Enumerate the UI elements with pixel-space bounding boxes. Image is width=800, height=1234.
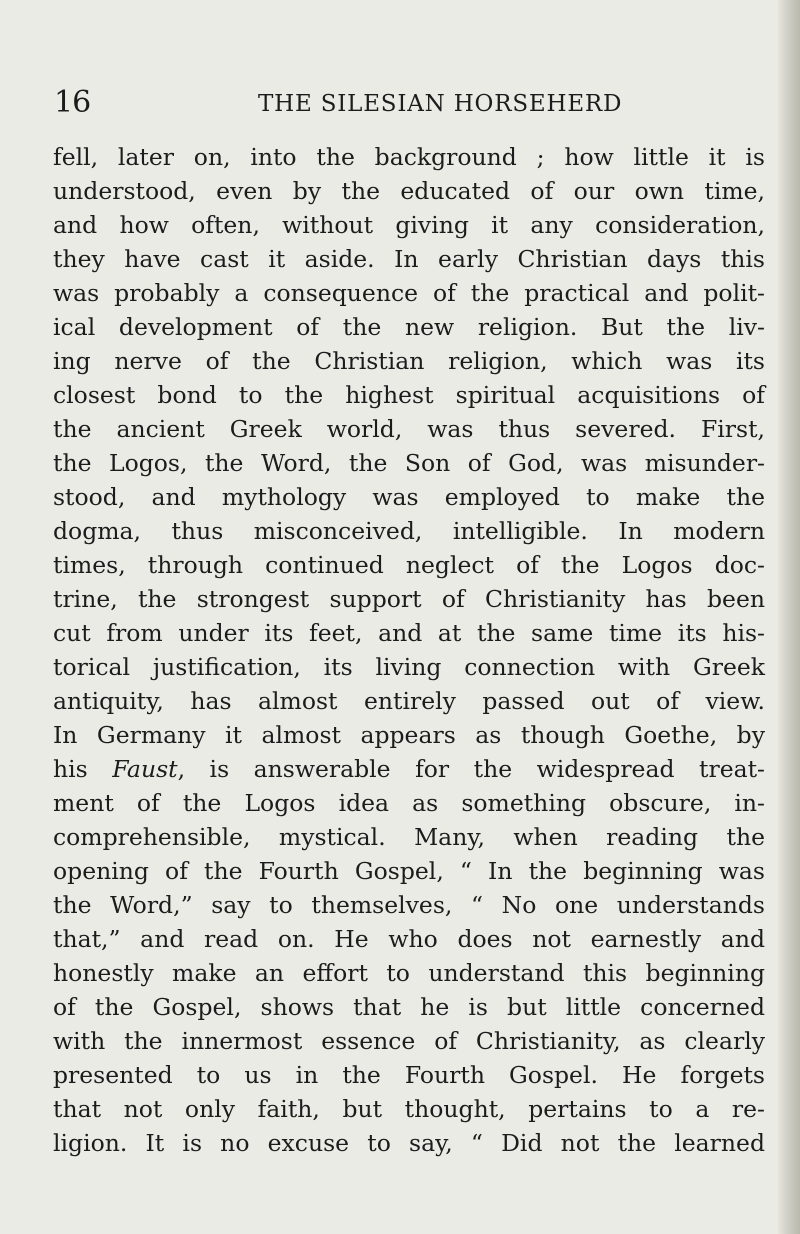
text-line: the Word,” say to themselves, “ No one understands (53, 891, 765, 919)
text-line: trine, the strongest support of Christianity has been (53, 585, 765, 613)
page-edge-shadow (778, 0, 800, 1234)
text-line: with the innermost essence of Christianity, as clearly (53, 1027, 765, 1055)
text-line: In Germany it almost appears as though Goethe, by (53, 721, 765, 749)
text-line: cut from under its feet, and at the same time its his- (53, 619, 765, 647)
text-line: ment of the Logos idea as something obscure, in- (53, 789, 765, 817)
text-line: opening of the Fourth Gospel, “ In the beginning was (53, 857, 765, 885)
text-line: the ancient Greek world, was thus severed. First, (53, 415, 765, 443)
running-title: THE SILESIAN HORSEHERD (258, 91, 623, 117)
text-line: the Logos, the Word, the Son of God, was misunder- (53, 449, 765, 477)
text-line: comprehensible, mystical. Many, when reading the (53, 823, 765, 851)
text-line: ing nerve of the Christian religion, which was its (53, 347, 765, 375)
text-line: torical justification, its living connection with Greek (53, 653, 765, 681)
text-line: that,” and read on. He who does not earnestly and (53, 925, 765, 953)
text-line: honestly make an effort to understand this beginning (53, 959, 765, 987)
text-line: was probably a consequence of the practical and polit- (53, 279, 765, 307)
text-line: they have cast it aside. In early Christian days this (53, 245, 765, 273)
text-line: and how often, without giving it any consideration, (53, 211, 765, 239)
text-line: closest bond to the highest spiritual acquisitions of (53, 381, 765, 409)
text-line: fell, later on, into the background ; how little it is (53, 143, 765, 171)
text-line: that not only faith, but thought, pertains to a re- (53, 1095, 765, 1123)
italic-title: Faust (112, 755, 178, 783)
text-line: stood, and mythology was employed to make the (53, 483, 765, 511)
text-line: presented to us in the Fourth Gospel. He forgets (53, 1061, 765, 1089)
text-line: dogma, thus misconceived, intelligible. In modern (53, 517, 765, 545)
text-line: ical development of the new religion. But the liv- (53, 313, 765, 341)
text-line: antiquity, has almost entirely passed out of view. (53, 687, 765, 715)
text-line: his Faust, is answerable for the widespread treat- (53, 755, 765, 783)
text-line: ligion. It is no excuse to say, “ Did not the learned (53, 1129, 765, 1157)
running-head (0, 80, 800, 120)
page-number: 16 (54, 85, 91, 120)
text-line: times, through continued neglect of the Logos doc- (53, 551, 765, 579)
text-line: of the Gospel, shows that he is but little concerned (53, 993, 765, 1021)
text-line: understood, even by the educated of our own time, (53, 177, 765, 205)
